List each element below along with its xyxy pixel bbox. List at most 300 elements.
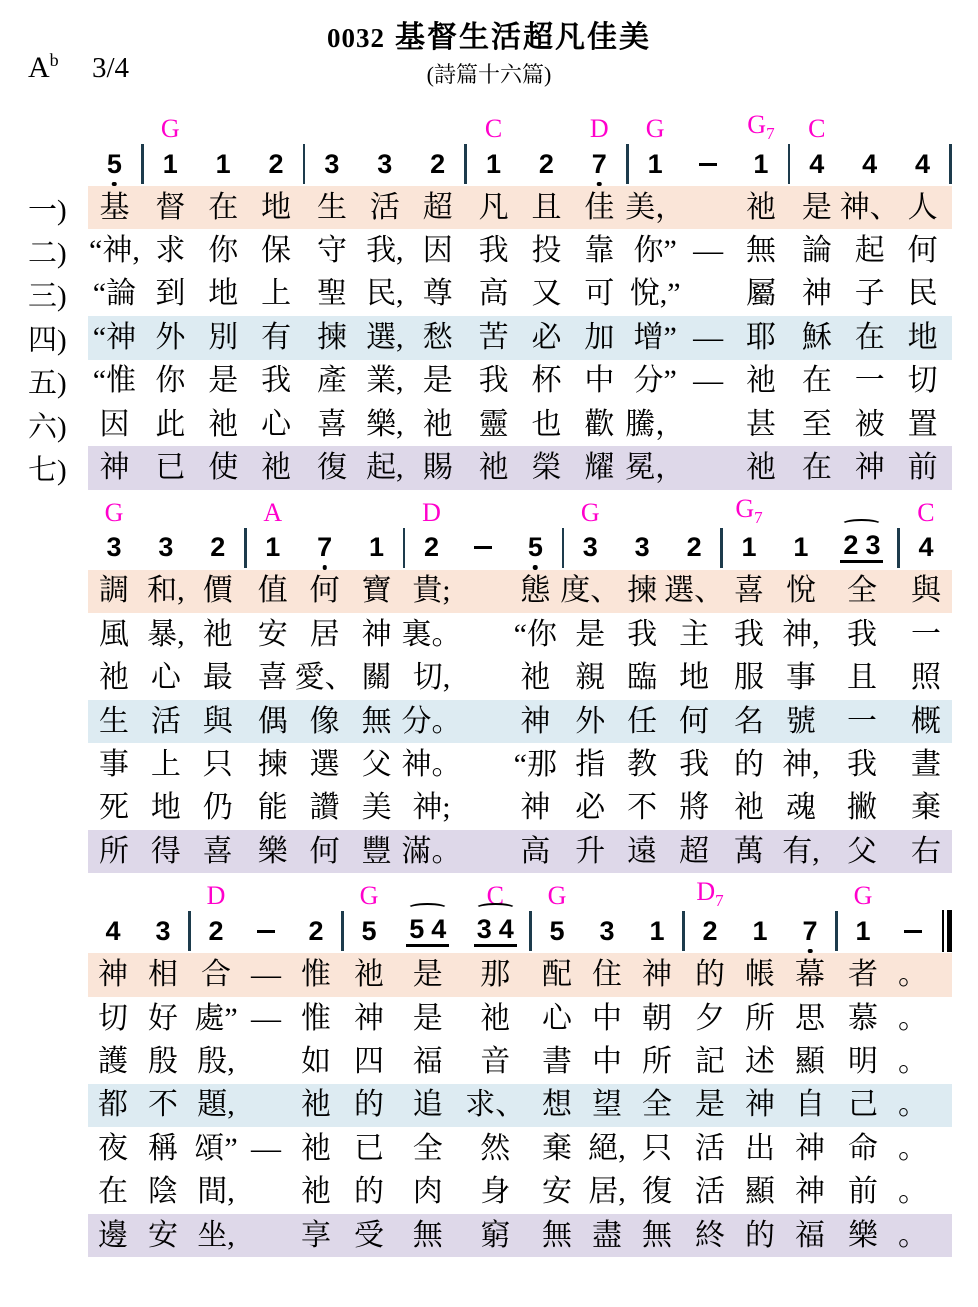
note-number: 2 xyxy=(702,915,718,946)
note-slot xyxy=(888,909,938,953)
lyric-cell: 凡 xyxy=(478,190,509,224)
chord-slot xyxy=(191,883,241,909)
note-slot xyxy=(291,909,341,953)
note-number: 5 xyxy=(106,148,122,179)
lyric-cell: 父 xyxy=(846,834,877,868)
note-number: 2 xyxy=(538,148,554,179)
lyric-cell: 活 xyxy=(369,190,400,224)
lyric-cell: 只 xyxy=(642,1131,672,1165)
verse-number-label: 一) xyxy=(28,194,67,227)
note-number: 3 xyxy=(599,915,615,946)
lyric-cell: 頌” xyxy=(194,1131,238,1165)
lyric-cell: 使 xyxy=(208,451,239,485)
music-systems xyxy=(0,109,978,1257)
note-slot xyxy=(457,526,509,570)
lyric-cell: 身 xyxy=(480,1175,511,1209)
lyric-cell: 外 xyxy=(575,704,606,738)
lyric-cell: 祂 xyxy=(745,190,776,224)
lyric-cell: 盡 xyxy=(592,1218,622,1252)
lyric-cell: 產 xyxy=(316,364,347,398)
chord-slot xyxy=(406,497,458,527)
lyric-cell: 像 xyxy=(309,704,340,738)
lyric-cell: 中 xyxy=(592,1001,622,1035)
lyric-cell: 高 xyxy=(478,277,509,311)
lyric-cell: 無 xyxy=(542,1218,572,1252)
note-number: 4 xyxy=(431,913,447,944)
page-title: 基督生活超凡佳美 xyxy=(395,21,651,54)
dash-note xyxy=(474,546,492,549)
lyric-cell: 己 xyxy=(848,1088,878,1122)
lyric-cell: 父 xyxy=(361,747,392,781)
lyric-cell: 都 xyxy=(98,1088,128,1122)
lyric-cell: 價 xyxy=(202,574,233,608)
chord-label: C xyxy=(486,881,504,911)
music-system xyxy=(88,493,952,874)
lyric-cell: 最 xyxy=(202,661,233,695)
lyric-cell: 夜 xyxy=(98,1131,128,1165)
note-number: 1 xyxy=(486,148,502,179)
lyric-cell: 朝 xyxy=(642,1001,672,1035)
lyric-cell: 是 xyxy=(695,1088,725,1122)
lyric-cell: 在 xyxy=(208,190,239,224)
lyric-cell: 可 xyxy=(584,277,615,311)
lyric-cell: 我, xyxy=(366,234,404,268)
lyric-cell: 我 xyxy=(478,234,509,268)
lyric-cell: 業, xyxy=(366,364,404,398)
lyric-cell: — xyxy=(693,320,724,354)
lyric-cell: 出 xyxy=(745,1131,775,1165)
lyric-cell: 你 xyxy=(155,364,186,398)
time-signature: 3/4 xyxy=(92,52,130,84)
lyric-cell: 受 xyxy=(354,1218,384,1252)
note-slot xyxy=(735,909,785,953)
note-number: 1 xyxy=(215,148,231,179)
note-slot xyxy=(88,909,138,953)
lyric-line xyxy=(28,186,952,229)
note-number: 4 xyxy=(809,148,825,179)
note-slot xyxy=(685,909,735,953)
lyric-cell: 暴, xyxy=(147,617,185,651)
lyric-cell: 裏。 xyxy=(401,617,462,651)
note-slot xyxy=(88,526,140,570)
chord-label: G xyxy=(160,114,180,143)
chord-slot xyxy=(88,497,140,527)
lyric-cell: 揀 xyxy=(316,320,347,354)
note-slot xyxy=(192,526,244,570)
lyric-cell: 必 xyxy=(575,791,606,825)
lyric-cell: 概 xyxy=(910,704,941,738)
note-number: 3 xyxy=(865,530,881,561)
lyric-cell: 地 xyxy=(208,277,239,311)
lyric-cell: 神 xyxy=(642,958,672,992)
lyric-cell: 悅 xyxy=(785,574,816,608)
lyric-cell: 。 xyxy=(898,1131,928,1165)
lyric-cell: 惟 xyxy=(301,1001,331,1035)
lyric-cell: 一 xyxy=(846,704,877,738)
chord-label: D xyxy=(589,114,609,143)
lyric-cell: 地 xyxy=(679,661,710,695)
chord-label: G xyxy=(359,881,379,911)
note-number: 4 xyxy=(862,148,878,179)
note-number: 2 xyxy=(210,532,226,563)
chord-slot xyxy=(629,116,682,142)
lyric-cell: 復 xyxy=(316,451,347,485)
lyric-cell: 述 xyxy=(745,1044,775,1078)
lyric-cell: 顯 xyxy=(795,1044,825,1078)
lyric-cell: 記 xyxy=(695,1044,725,1078)
lyric-cell: 分。 xyxy=(401,704,462,738)
chord-label: G xyxy=(104,497,124,527)
lyric-cell: 神 xyxy=(745,1088,775,1122)
lyric-cell: 肉 xyxy=(412,1175,443,1209)
lyric-cell: 死 xyxy=(98,791,129,825)
lyric-cell: 調 xyxy=(98,574,129,608)
lyric-cell: 無 xyxy=(412,1218,443,1252)
chord-label: D xyxy=(206,881,226,911)
lyric-cell: 無 xyxy=(745,234,776,268)
lyric-cell: 豐 xyxy=(361,834,392,868)
music-system xyxy=(28,109,952,490)
note-number: 1 xyxy=(647,148,663,179)
lyric-cell: 中 xyxy=(592,1044,622,1078)
lyric-line xyxy=(28,316,952,359)
chord-label: $G_7$ xyxy=(747,109,775,143)
lyric-cell: 望 xyxy=(592,1088,622,1122)
lyric-cell: 民, xyxy=(366,277,404,311)
lyric-cell: 中 xyxy=(584,364,615,398)
slur-arc xyxy=(407,903,448,914)
lyric-cell: 祂 xyxy=(202,617,233,651)
note-slot xyxy=(467,142,520,186)
dash-note xyxy=(904,930,922,933)
dash-note xyxy=(257,930,275,933)
lyric-cell: 配 xyxy=(542,958,572,992)
lyric-cell: 保 xyxy=(261,234,292,268)
beamed-note-pair xyxy=(406,913,449,947)
lyric-cell: 主 xyxy=(679,617,710,651)
note-number: 4 xyxy=(498,913,514,944)
lyric-cell: 增” xyxy=(633,320,677,354)
lyric-cell: 處” xyxy=(194,1001,238,1035)
lyric-cell: 與 xyxy=(202,704,233,738)
lyric-cell: 前 xyxy=(848,1175,878,1209)
lyric-cell: — xyxy=(693,234,724,268)
lyric-cell: 何 xyxy=(679,704,710,738)
lyric-cell: 撇 xyxy=(846,791,877,825)
lyric-cell: 不 xyxy=(627,791,658,825)
note-slot xyxy=(411,142,464,186)
lyric-cell: 教 xyxy=(627,747,658,781)
verse-number-label: 五) xyxy=(28,367,67,400)
note-slot xyxy=(406,526,458,570)
lyric-line xyxy=(88,570,952,613)
lyric-cell: 求、 xyxy=(465,1088,526,1122)
lyric-cell: 此 xyxy=(155,407,186,441)
note-number: 2 xyxy=(208,915,224,946)
lyric-cell: 祂 xyxy=(745,451,776,485)
notation-row xyxy=(88,909,952,953)
lyric-cell: 你 xyxy=(208,234,239,268)
lyric-line xyxy=(88,1040,952,1083)
lyric-cell: 切 xyxy=(98,1001,128,1035)
lyric-cell: 棄 xyxy=(542,1131,572,1165)
lyric-cell: 不 xyxy=(148,1088,178,1122)
lyric-cell: 事 xyxy=(785,661,816,695)
lyric-cell: 地 xyxy=(907,320,938,354)
lyric-cell: 護 xyxy=(98,1044,128,1078)
lyric-line xyxy=(88,830,952,873)
slur-arc xyxy=(841,519,882,530)
lyric-cell: 神 xyxy=(801,277,832,311)
lyric-cell: 指 xyxy=(575,747,606,781)
note-slot xyxy=(299,526,351,570)
chord-slot xyxy=(723,493,775,527)
lyric-cell: 被 xyxy=(854,407,885,441)
lyric-cell: 靈 xyxy=(478,407,509,441)
lyric-cell: 美， xyxy=(625,190,686,224)
chord-label: G xyxy=(645,114,665,143)
dash-note xyxy=(699,163,717,166)
lyric-cell: 基 xyxy=(99,190,130,224)
barline xyxy=(949,142,952,186)
lyric-cell: 神 xyxy=(98,958,128,992)
lyric-line xyxy=(88,743,952,786)
verse-number-label: 六) xyxy=(28,411,67,444)
lyric-cell: 態 xyxy=(520,574,551,608)
lyric-cell: 無 xyxy=(642,1218,672,1252)
lyric-cell: 別 xyxy=(208,320,239,354)
lyric-cell: 名 xyxy=(734,704,765,738)
lyric-cell: 明 xyxy=(848,1044,878,1078)
lyric-cell: 在 xyxy=(801,451,832,485)
lyric-cell: 得 xyxy=(150,834,181,868)
lyric-cell: 所 xyxy=(642,1044,672,1078)
note-slot xyxy=(838,909,888,953)
lyric-line xyxy=(28,273,952,316)
lyric-cell: 生 xyxy=(316,190,347,224)
chord-label: A xyxy=(263,497,283,527)
note-slot xyxy=(785,909,835,953)
lyric-cell: 享 xyxy=(301,1218,331,1252)
lyric-cell: 苦 xyxy=(478,320,509,354)
lyric-cell: 守 xyxy=(316,234,347,268)
note-number: 3 xyxy=(324,148,340,179)
lyric-cell: 我 xyxy=(261,364,292,398)
verse-number-label: 三) xyxy=(28,280,67,313)
lyric-cell: 加 xyxy=(584,320,615,354)
chord-label: G xyxy=(853,881,873,911)
note-number: 2 xyxy=(430,148,446,179)
lyric-cell: 一 xyxy=(910,617,941,651)
lyric-cell: 祂 xyxy=(98,661,129,695)
lyric-cell: 我 xyxy=(627,617,658,651)
lyric-cell: 將 xyxy=(679,791,710,825)
note-number: 3 xyxy=(106,532,122,563)
lyric-cell: 必 xyxy=(531,320,562,354)
lyric-cell: 惟 xyxy=(301,958,331,992)
lyric-cell: 神。 xyxy=(401,747,462,781)
chord-label: $G_7$ xyxy=(735,493,763,527)
lyric-cell: 心 xyxy=(542,1001,572,1035)
lyric-cell: 耶 xyxy=(745,320,776,354)
lyric-cell: 耀 xyxy=(584,451,615,485)
note-slot xyxy=(843,142,896,186)
lyric-cell: 。 xyxy=(898,1175,928,1209)
chord-number: 7 xyxy=(715,891,724,911)
chord-slot xyxy=(685,879,735,909)
note-number: 3 xyxy=(377,148,393,179)
note-number: 7 xyxy=(802,915,818,946)
lyric-line xyxy=(88,787,952,830)
note-number: 5 xyxy=(549,915,565,946)
lyric-cell: 歡 xyxy=(584,407,615,441)
lyric-cell: 貴; xyxy=(412,574,451,608)
note-slot xyxy=(509,526,561,570)
note-number: 1 xyxy=(793,532,809,563)
lyric-cell: 滿。 xyxy=(401,834,462,868)
lyric-cell: 地 xyxy=(150,791,181,825)
lyric-cell: 仍 xyxy=(202,791,233,825)
lyric-cell: 選, xyxy=(366,320,404,354)
lyric-cell: 殷 xyxy=(148,1044,178,1078)
lyric-cell: 居, xyxy=(588,1175,626,1209)
lyric-cell: 慕 xyxy=(848,1001,878,1035)
lyric-cell: 是 xyxy=(412,958,443,992)
lyric-cell: 選 xyxy=(309,747,340,781)
note-number: 1 xyxy=(855,915,871,946)
note-number: 2 xyxy=(268,148,284,179)
lyric-cell: 相 xyxy=(148,958,178,992)
note-slot xyxy=(632,909,682,953)
note-number: 1 xyxy=(649,915,665,946)
lyric-cell: 度、 xyxy=(560,574,621,608)
note-slot xyxy=(88,142,141,186)
lyric-cell: 祂 xyxy=(734,791,765,825)
lyric-cell: 佳 xyxy=(584,190,615,224)
lyric-cell: 安 xyxy=(148,1218,178,1252)
chord-row xyxy=(88,493,952,527)
key-signature xyxy=(28,50,59,85)
lyric-cell: 神 xyxy=(354,1001,384,1035)
lyric-cell: 任 xyxy=(627,704,658,738)
lyric-line xyxy=(88,613,952,656)
lyric-cell: 高 xyxy=(520,834,551,868)
notation-row xyxy=(88,526,952,570)
lyric-cell: 賜 xyxy=(422,451,453,485)
lyric-cell: 外 xyxy=(155,320,186,354)
chord-slot xyxy=(532,883,582,909)
lyric-cell: 祂 xyxy=(478,451,509,485)
slur-arc xyxy=(475,903,516,914)
lyric-cell: 喜 xyxy=(257,661,288,695)
lyric-line xyxy=(28,229,952,272)
lyric-cell: 且 xyxy=(531,190,562,224)
lyric-cell: 。 xyxy=(898,1088,928,1122)
lyric-line xyxy=(88,1170,952,1213)
lyric-cell: — xyxy=(251,1131,281,1165)
lyric-cell: 的 xyxy=(745,1218,775,1252)
note-slot xyxy=(896,142,949,186)
note-number: 1 xyxy=(752,915,768,946)
lyric-cell: 祂 xyxy=(480,1001,511,1035)
lyric-cell: 活 xyxy=(695,1131,725,1165)
lyric-cell: 命 xyxy=(848,1131,878,1165)
lyric-cell: 祂 xyxy=(745,364,776,398)
lyric-cell: 神 xyxy=(795,1175,825,1209)
lyric-cell: 督 xyxy=(155,190,186,224)
lyric-cell: 的 xyxy=(354,1175,384,1209)
note-slot xyxy=(827,526,897,570)
lyric-cell: 稱 xyxy=(148,1131,178,1165)
lyric-cell: 祂 xyxy=(520,661,551,695)
lyric-cell: 因 xyxy=(422,234,453,268)
lyric-cell: 書 xyxy=(542,1044,572,1078)
lyric-cell: 讚 xyxy=(309,791,340,825)
lyric-cell: 祂 xyxy=(261,451,292,485)
lyric-cell: 一 xyxy=(854,364,885,398)
lyric-cell: 神 xyxy=(520,791,551,825)
lyric-cell: 全 xyxy=(846,574,877,608)
note-number: 2 xyxy=(686,532,702,563)
lyric-cell: 神; xyxy=(412,791,451,825)
lyric-cell: 殷, xyxy=(197,1044,235,1078)
note-slot xyxy=(138,909,188,953)
lyric-cell: 神, xyxy=(782,617,820,651)
lyric-cell: 神 xyxy=(795,1131,825,1165)
lyric-cell: 升 xyxy=(575,834,606,868)
lyric-cell: 坐, xyxy=(197,1218,235,1252)
lyric-cell: 起 xyxy=(854,234,885,268)
lyric-cell: 杯 xyxy=(531,364,562,398)
lyric-cell: 置 xyxy=(907,407,938,441)
note-slot xyxy=(682,142,735,186)
lyric-cell: 心 xyxy=(261,407,292,441)
note-number: 5 xyxy=(409,913,425,944)
lyric-cell: 遠 xyxy=(627,834,658,868)
lyric-line xyxy=(88,1084,952,1127)
lyric-cell: 且 xyxy=(846,661,877,695)
lyric-cell: “神, xyxy=(89,234,140,268)
note-slot xyxy=(140,526,192,570)
lyric-cell: 窮 xyxy=(480,1218,511,1252)
lyric-cell: 樂 xyxy=(848,1218,878,1252)
lyric-cell: 生 xyxy=(98,704,129,738)
lyric-line xyxy=(88,1214,952,1257)
lyric-cell: 題, xyxy=(197,1088,235,1122)
note-slot xyxy=(351,526,403,570)
lyric-cell: 合 xyxy=(201,958,231,992)
lyric-cell: 幕 xyxy=(795,958,825,992)
note-number: 3 xyxy=(155,915,171,946)
verse-number-label: 七) xyxy=(28,454,67,487)
lyric-cell: 邊 xyxy=(98,1218,128,1252)
lyric-cell: 地 xyxy=(261,190,292,224)
lyric-cell: 居 xyxy=(309,617,340,651)
lyric-cell: 的 xyxy=(734,747,765,781)
lyric-cell: 求 xyxy=(155,234,186,268)
lyric-cell: 我 xyxy=(846,747,877,781)
lyric-cell: 然 xyxy=(480,1131,511,1165)
lyric-cell: 祂 xyxy=(354,958,384,992)
lyric-line xyxy=(28,403,952,446)
lyric-cell: 論 xyxy=(801,234,832,268)
lyric-cell: 樂, xyxy=(366,407,404,441)
note-slot xyxy=(344,909,394,953)
lyric-cell: 祂 xyxy=(301,1175,331,1209)
note-slot xyxy=(900,526,952,570)
note-slot xyxy=(564,526,616,570)
note-number: 2 xyxy=(843,530,859,561)
